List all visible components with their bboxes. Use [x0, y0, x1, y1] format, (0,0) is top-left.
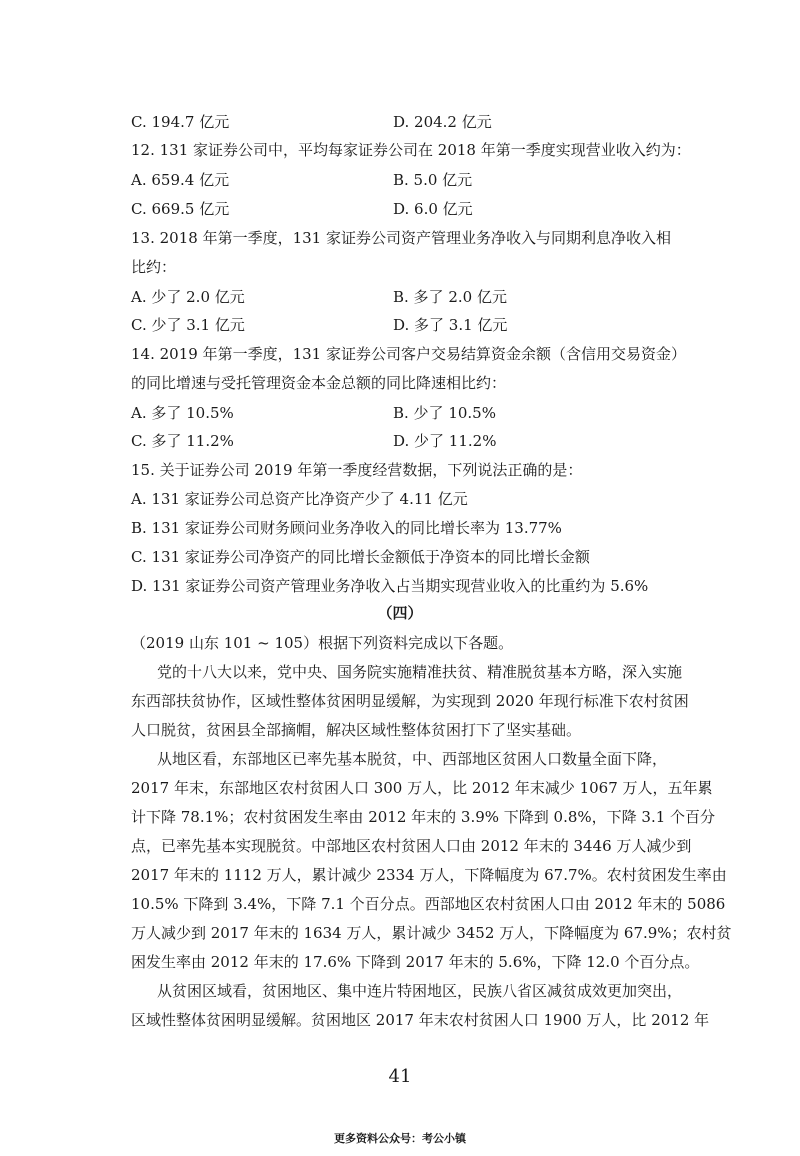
paragraph-2-line: 万人减少到 2017 年末的 1634 万人，累计减少 3452 万人，下降幅度为 67.9%；农村贫 — [131, 924, 732, 942]
page-number: 41 — [388, 1066, 412, 1087]
q12-option-a: A. 659.4 亿元 — [131, 171, 230, 189]
q13-option-c: C. 少了 3.1 亿元 — [131, 316, 245, 334]
paragraph-2-line: 点，已率先基本实现脱贫。中部地区农村贫困人口由 2012 年末的 3446 万人减少到 — [131, 837, 692, 855]
q13-option-d: D. 多了 3.1 亿元 — [393, 316, 508, 334]
q14-option-b: B. 少了 10.5% — [393, 404, 496, 422]
q13-option-a: A. 少了 2.0 亿元 — [131, 288, 245, 306]
paragraph-2-line: 10.5% 下降到 3.4%，下降 7.1 个百分点。西部地区农村贫困人口由 2012 年末的 5086 — [131, 895, 726, 913]
q14-option-a: A. 多了 10.5% — [131, 404, 234, 422]
q13-option-b: B. 多了 2.0 亿元 — [393, 288, 507, 306]
paragraph-2-line: 2017 年末的 1112 万人，累计减少 2334 万人，下降幅度为 67.7%。农村贫困发生率由 — [131, 866, 727, 884]
q14-stem-line2: 的同比增速与受托管理资金本金总额的同比降速相比约： — [131, 374, 507, 392]
q15-option-a: A. 131 家证券公司总资产比净资产少了 4.11 亿元 — [131, 490, 468, 508]
q15-option-b: B. 131 家证券公司财务顾问业务净收入的同比增长率为 13.77% — [131, 519, 562, 537]
paragraph-2-line: 计下降 78.1%；农村贫困发生率由 2012 年末的 3.9% 下降到 0.8%，下降 3.1 个百分 — [131, 808, 716, 826]
q12-stem: 12. 131 家证券公司中，平均每家证券公司在 2018 年第一季度实现营业收入约为： — [131, 141, 691, 159]
paragraph-3-line: 区域性整体贫困明显缓解。贫困地区 2017 年末农村贫困人口 1900 万人，比 2012 年 — [131, 1011, 710, 1029]
q14-option-c: C. 多了 11.2% — [131, 432, 234, 450]
paragraph-2-line: 困发生率由 2012 年末的 17.6% 下降到 2017 年末的 5.6%，下降 12.0 个百分点。 — [131, 953, 700, 971]
q14-stem-line1: 14. 2019 年第一季度，131 家证券公司客户交易结算资金余额（含信用交易资金） — [131, 345, 686, 363]
q12-option-c: C. 669.5 亿元 — [131, 200, 230, 218]
q11-option-c: C. 194.7 亿元 — [131, 113, 230, 131]
paragraph-3-line: 从贫困区域看，贫困地区、集中连片特困地区，民族八省区减贫成效更加突出， — [157, 982, 683, 1000]
paragraph-2-line: 从地区看，东部地区已率先基本脱贫，中、西部地区贫困人口数量全面下降， — [157, 750, 668, 768]
paragraph-2-line: 2017 年末，东部地区农村贫困人口 300 万人，比 2012 年末减少 1067 万人，五年累 — [131, 779, 713, 797]
q11-option-d: D. 204.2 亿元 — [393, 113, 492, 131]
q12-option-d: D. 6.0 亿元 — [393, 200, 473, 218]
q12-option-b: B. 5.0 亿元 — [393, 171, 473, 189]
paragraph-1-line: 人口脱贫，贫困县全部摘帽，解决区域性整体贫困打下了坚实基础。 — [131, 721, 582, 739]
paragraph-1-line: 党的十八大以来，党中央、国务院实施精准扶贫、精准脱贫基本方略，深入实施 — [157, 663, 683, 681]
section-intro: （2019 山东 101 ~ 105）根据下列资料完成以下各题。 — [131, 634, 514, 652]
q14-option-d: D. 少了 11.2% — [393, 432, 497, 450]
q13-stem-line1: 13. 2018 年第一季度，131 家证券公司资产管理业务净收入与同期利息净收入相 — [131, 229, 671, 247]
q15-option-c: C. 131 家证券公司净资产的同比增长金额低于净资本的同比增长金额 — [131, 548, 590, 566]
q15-option-d: D. 131 家证券公司资产管理业务净收入占当期实现营业收入的比重约为 5.6% — [131, 577, 649, 595]
footer-watermark: 更多资料公众号：考公小镇 — [334, 1132, 466, 1145]
q13-stem-line2: 比约： — [131, 258, 177, 276]
q15-stem: 15. 关于证券公司 2019 年第一季度经营数据，下列说法正确的是： — [131, 461, 583, 479]
paragraph-1-line: 东西部扶贫协作，区域性整体贫困明显缓解，为实现到 2020 年现行标准下农村贫困 — [131, 692, 689, 710]
section-title: （四） — [377, 604, 423, 622]
